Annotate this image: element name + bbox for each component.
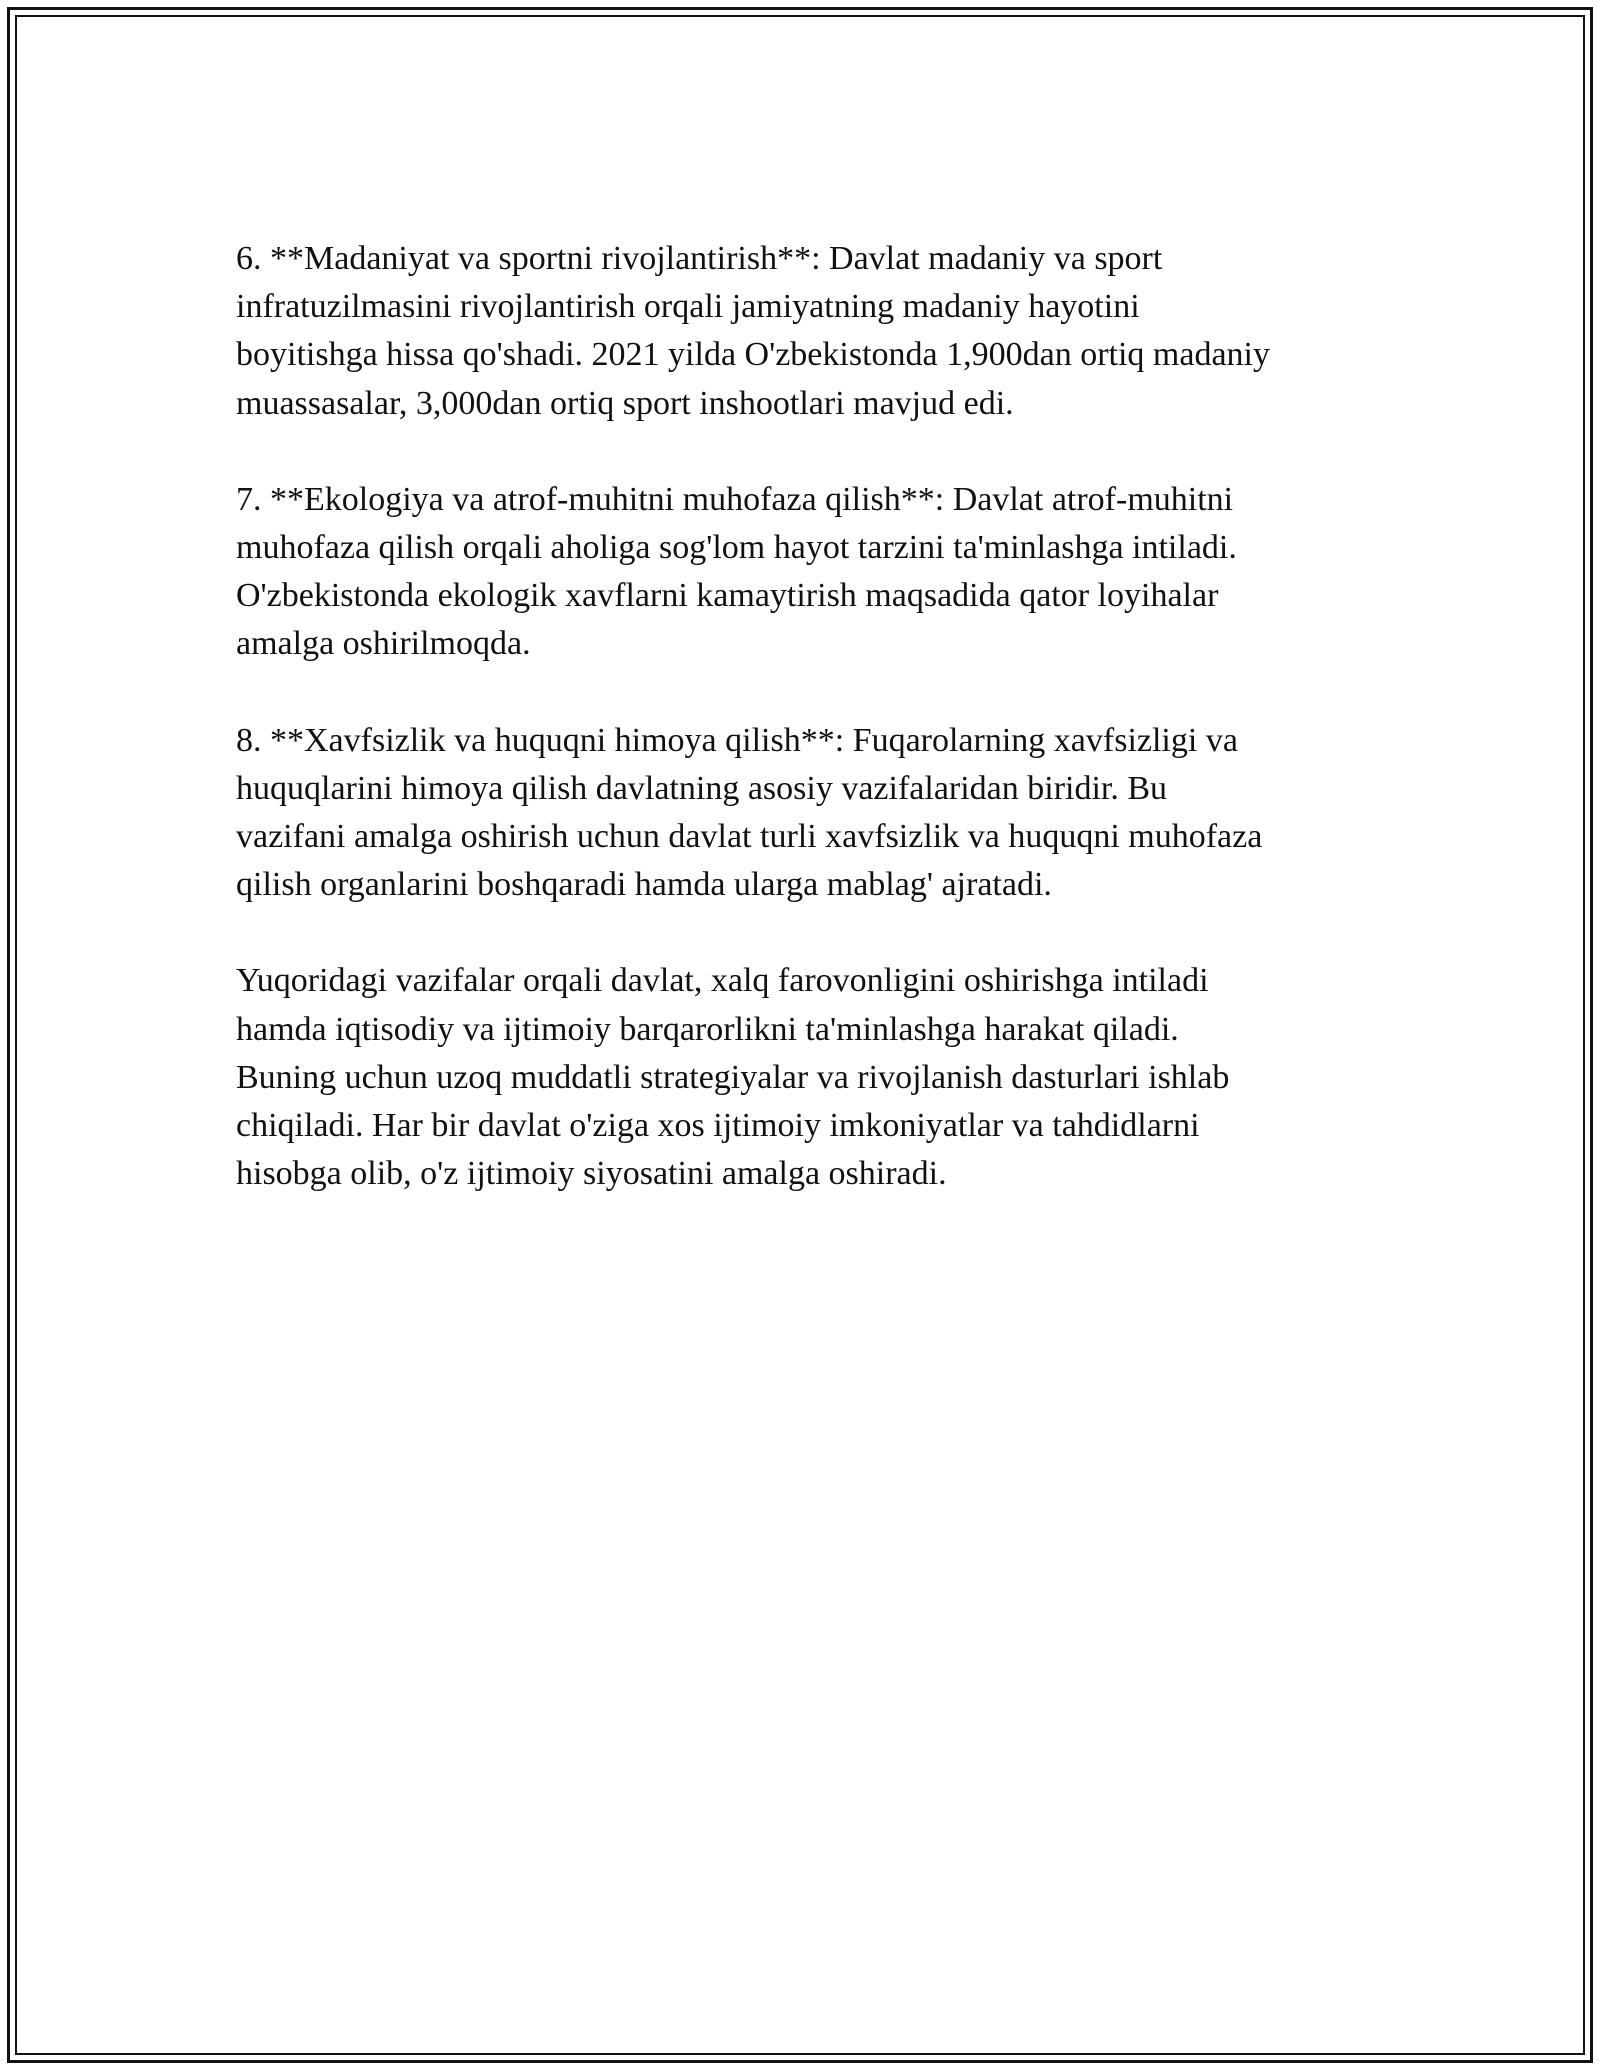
paragraph-item-7: 7. **Ekologiya va atrof-muhitni muhofaza qilish**: Davlat atrof-muhitni muhofaza qilish orqali aholiga sog'lom hayot tarzini ta'minlashga intiladi. O'zbekistonda ekologik xavflarni kamaytirish maqsadida qator loyihalar amalga oshirilmoqda. (236, 480, 1237, 663)
document-body (236, 235, 1366, 1246)
paragraph-item-8: 8. **Xavfsizlik va huquqni himoya qilish**: Fuqarolarning xavfsizligi va huquqlarini himoya qilish davlatning asosiy vazifalaridan biridir. Bu vazifani amalga oshirish uchun davlat turli xavfsizlik va huquqni muhofaza qilish organlarini boshqaradi hamda ularga mablag' ajratadi. (236, 721, 1263, 904)
paragraph-conclusion: Yuqoridagi vazifalar orqali davlat, xalq farovonligini oshirishga intiladi hamda iqtisodiy va ijtimoiy barqarorlikni ta'minlashga harakat qiladi. Buning uchun uzoq muddatli strategiyalar va rivojlanish dasturlari ishlab chiqiladi. Har bir davlat o'ziga xos ijtimoiy imkoniyatlar va tahdidlarni hisobga olib, o'z ijtimoiy siyosatini amalga oshiradi. (236, 962, 1230, 1193)
paragraph-item-6: 6. **Madaniyat va sportni rivojlantirish**: Davlat madaniy va sport infratuzilmasini rivojlantirish orqali jamiyatning madaniy hayotini boyitishga hissa qo'shadi. 2021 yilda O'zbekistonda 1,900dan ortiq madaniy muassasalar, 3,000dan ortiq sport inshootlari mavjud edi. (236, 240, 1270, 422)
